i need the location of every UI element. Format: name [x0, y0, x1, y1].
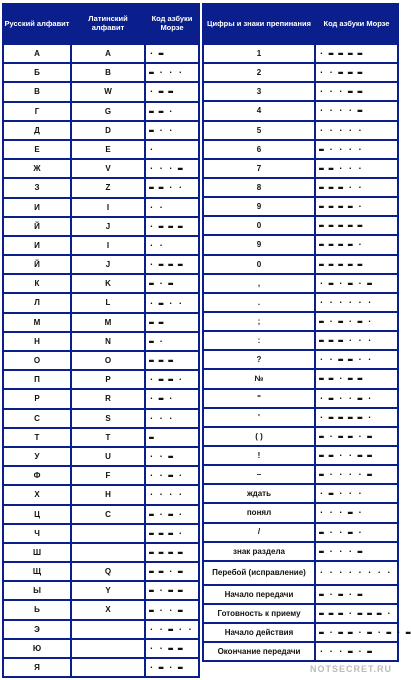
morse-code: ▬ ▬ ▬ · ·	[315, 178, 398, 197]
morse-code: ▬ ▬ · · ▬ ▬	[315, 446, 398, 465]
latin-letter: E	[71, 140, 145, 159]
morse-code: ▬ · ▬	[145, 274, 199, 293]
symbol: 0	[203, 216, 315, 235]
symbol: 7	[203, 159, 315, 178]
morse-code: ▬ · ▬ ▬ · ▬	[315, 427, 398, 446]
morse-code: ▬ · · · · ▬	[315, 465, 398, 484]
latin-letter: G	[71, 102, 145, 121]
table-row	[3, 44, 199, 63]
table-row	[3, 543, 199, 562]
morse-alphabet-table	[2, 3, 200, 678]
latin-letter: M	[71, 313, 145, 332]
morse-code: ▬ ▬ ▬ ·	[145, 524, 199, 543]
russian-letter: И	[3, 198, 71, 217]
table-row	[203, 255, 398, 274]
table-row	[203, 446, 398, 465]
morse-code: · ▬ ▬ ▬ ▬ ·	[315, 408, 398, 427]
symbol: Начало передачи	[203, 585, 315, 604]
morse-code: · · · ▬ · ▬	[315, 642, 398, 661]
morse-code: · ▬ · ·	[145, 293, 199, 312]
russian-letter: У	[3, 447, 71, 466]
symbol: .	[203, 293, 315, 312]
russian-letter: Б	[3, 63, 71, 82]
table-row	[203, 82, 398, 101]
symbol: "	[203, 389, 315, 408]
russian-letter: А	[3, 44, 71, 63]
russian-letter: И	[3, 236, 71, 255]
table-row	[203, 121, 398, 140]
latin-letter: D	[71, 121, 145, 140]
morse-code: · ▬ · ▬	[145, 658, 199, 677]
russian-letter: К	[3, 274, 71, 293]
table-row	[203, 503, 398, 522]
morse-code: ▬ ▬ ▬ ▬ ▬	[315, 255, 398, 274]
watermark: NOTSECRET.RU	[309, 664, 392, 674]
symbol: 6	[203, 140, 315, 159]
table-row	[3, 121, 199, 140]
table-row	[3, 447, 199, 466]
morse-code: · · · ▬	[145, 159, 199, 178]
morse-code: ▬ ▬ ▬ · ▬ ▬ ▬ ·	[315, 604, 398, 623]
latin-letter: Z	[71, 178, 145, 197]
morse-code: · · ▬ ▬ · ·	[315, 350, 398, 369]
table-row	[3, 159, 199, 178]
morse-code: · · ▬ ·	[145, 466, 199, 485]
russian-letter: Ь	[3, 600, 71, 619]
morse-code: ▬ ▬ · · ·	[315, 159, 398, 178]
morse-code: · · · · · · · ·	[315, 561, 398, 585]
russian-letter: Щ	[3, 562, 71, 581]
latin-letter: B	[71, 63, 145, 82]
table-row	[203, 178, 398, 197]
morse-code: · ▬ ▬	[145, 82, 199, 101]
latin-letter: C	[71, 505, 145, 524]
latin-letter	[71, 524, 145, 543]
morse-code: · · · · ·	[315, 121, 398, 140]
symbol: ;	[203, 312, 315, 331]
table-row	[3, 600, 199, 619]
symbol: 5	[203, 121, 315, 140]
symbol: :	[203, 331, 315, 350]
table-row	[3, 485, 199, 504]
morse-code: ▬ ▬	[145, 313, 199, 332]
symbol: 2	[203, 63, 315, 82]
latin-letter: F	[71, 466, 145, 485]
russian-letter: Р	[3, 389, 71, 408]
table-row	[203, 408, 398, 427]
morse-code: · ▬	[145, 44, 199, 63]
table-row	[3, 581, 199, 600]
morse-code: ▬ ▬ ▬	[145, 351, 199, 370]
table-row	[203, 623, 398, 642]
table-row	[3, 236, 199, 255]
morse-code: ▬ · ▬ ▬ · ▬ · ▬ · ▬	[315, 623, 398, 642]
latin-letter: P	[71, 370, 145, 389]
morse-code: ▬	[145, 428, 199, 447]
morse-code: · ▬ ▬ ▬	[145, 217, 199, 236]
table-row	[3, 217, 199, 236]
morse-code: · ▬ ·	[145, 389, 199, 408]
symbol: 8	[203, 178, 315, 197]
morse-code: · ▬ · · ▬ ·	[315, 389, 398, 408]
latin-letter	[71, 620, 145, 639]
table-row	[203, 604, 398, 623]
russian-letter: Й	[3, 255, 71, 274]
table-row	[203, 197, 398, 216]
morse-code: · ▬ ▬ ▬ ▬	[315, 44, 398, 63]
table-row	[203, 523, 398, 542]
russian-letter: М	[3, 313, 71, 332]
table-row	[3, 178, 199, 197]
morse-code: · · · · ▬	[315, 101, 398, 120]
symbol: 9	[203, 235, 315, 254]
morse-code: · · ▬	[145, 447, 199, 466]
russian-letter: З	[3, 178, 71, 197]
morse-code: · ·	[145, 236, 199, 255]
latin-letter: U	[71, 447, 145, 466]
table-row	[3, 140, 199, 159]
table-row	[203, 274, 398, 293]
symbol: '	[203, 408, 315, 427]
table-row	[203, 642, 398, 661]
table-row	[3, 332, 199, 351]
morse-code: ▬ · ▬ ▬	[145, 581, 199, 600]
latin-letter: N	[71, 332, 145, 351]
morse-code: ·	[145, 140, 199, 159]
morse-code: ▬ · ▬ ·	[145, 505, 199, 524]
symbol: Перебой (исправление)	[203, 561, 315, 585]
table-row	[3, 351, 199, 370]
table-row	[3, 466, 199, 485]
symbol: 9	[203, 197, 315, 216]
table-row	[3, 658, 199, 677]
russian-letter: Т	[3, 428, 71, 447]
morse-code: · ▬ ▬ ·	[145, 370, 199, 389]
table-row	[203, 159, 398, 178]
morse-code: ▬ ▬ ▬ ▬ ▬	[315, 216, 398, 235]
russian-letter: П	[3, 370, 71, 389]
russian-letter: С	[3, 409, 71, 428]
table-row	[3, 313, 199, 332]
symbol: ?	[203, 350, 315, 369]
table-row	[203, 585, 398, 604]
russian-letter: Э	[3, 620, 71, 639]
latin-letter: H	[71, 485, 145, 504]
symbol: Окончание передачи	[203, 642, 315, 661]
table-row	[203, 484, 398, 503]
russian-letter: Ю	[3, 639, 71, 658]
latin-letter: X	[71, 600, 145, 619]
table-row	[3, 102, 199, 121]
morse-code: ▬ ▬ ▬ ▬ ·	[315, 235, 398, 254]
morse-code: · · · ▬ ·	[315, 503, 398, 522]
table-row	[3, 409, 199, 428]
table-row	[203, 140, 398, 159]
morse-code: ▬ ·	[145, 332, 199, 351]
symbol: Готовность к приему	[203, 604, 315, 623]
latin-letter: I	[71, 198, 145, 217]
russian-letter: Е	[3, 140, 71, 159]
header-row	[3, 4, 199, 44]
morse-code: ▬ ▬ · ▬ ▬	[315, 369, 398, 388]
header-morse: Код азбуки Морзе	[145, 4, 199, 44]
russian-letter: Н	[3, 332, 71, 351]
table-row	[203, 331, 398, 350]
table-row	[203, 350, 398, 369]
table-row	[203, 542, 398, 561]
table-row	[3, 620, 199, 639]
latin-letter: R	[71, 389, 145, 408]
symbol: знак раздела	[203, 542, 315, 561]
morse-code: · ▬ · · ·	[315, 484, 398, 503]
russian-letter: Л	[3, 293, 71, 312]
latin-letter: V	[71, 159, 145, 178]
latin-letter: J	[71, 255, 145, 274]
symbol: 1	[203, 44, 315, 63]
morse-code: · ·	[145, 198, 199, 217]
morse-code: ▬ · ▬ · ▬ ·	[315, 312, 398, 331]
morse-code: ▬ ▬ ▬ · · ·	[315, 331, 398, 350]
morse-code: ▬ · ·	[145, 121, 199, 140]
russian-letter: Д	[3, 121, 71, 140]
morse-code: · ▬ · ▬ · ▬	[315, 274, 398, 293]
table-row	[3, 428, 199, 447]
morse-code: · · ·	[145, 409, 199, 428]
latin-letter: Y	[71, 581, 145, 600]
header-symbols: Цифры и знаки препинания	[203, 4, 315, 44]
russian-letter: Й	[3, 217, 71, 236]
morse-code: · · · · · ·	[315, 293, 398, 312]
table-row	[3, 255, 199, 274]
symbol: ,	[203, 274, 315, 293]
russian-letter: Х	[3, 485, 71, 504]
morse-code: · · · ·	[145, 485, 199, 504]
symbol: !	[203, 446, 315, 465]
latin-letter: S	[71, 409, 145, 428]
table-row	[203, 561, 398, 585]
table-row	[3, 562, 199, 581]
symbol: ждать	[203, 484, 315, 503]
table-row	[3, 274, 199, 293]
latin-letter: T	[71, 428, 145, 447]
morse-code: ▬ · · ▬ ·	[315, 523, 398, 542]
table-row	[203, 293, 398, 312]
symbol: ( )	[203, 427, 315, 446]
latin-letter: K	[71, 274, 145, 293]
table-row	[3, 198, 199, 217]
russian-letter: Ш	[3, 543, 71, 562]
latin-letter	[71, 658, 145, 677]
russian-letter: Ц	[3, 505, 71, 524]
symbol: 3	[203, 82, 315, 101]
table-row	[203, 44, 398, 63]
table-row	[203, 101, 398, 120]
table-row	[203, 369, 398, 388]
morse-code: · ▬ ▬ ▬	[145, 255, 199, 274]
header-morse: Код азбуки Морзе	[315, 4, 398, 44]
table-row	[203, 235, 398, 254]
morse-code: ▬ ▬ ▬ ▬ ·	[315, 197, 398, 216]
latin-letter: A	[71, 44, 145, 63]
latin-letter: W	[71, 82, 145, 101]
table-row	[203, 389, 398, 408]
morse-code: ▬ ▬ · ▬	[145, 562, 199, 581]
russian-letter: Ф	[3, 466, 71, 485]
latin-letter: O	[71, 351, 145, 370]
latin-letter	[71, 639, 145, 658]
table-row	[3, 505, 199, 524]
russian-letter: Ы	[3, 581, 71, 600]
table-row	[3, 293, 199, 312]
table-row	[3, 389, 199, 408]
table-row	[3, 370, 199, 389]
morse-code: ▬ ▬ ▬ ▬	[145, 543, 199, 562]
morse-code: ▬ · · ▬	[145, 600, 199, 619]
table-row	[203, 465, 398, 484]
morse-code: · · · ▬ ▬	[315, 82, 398, 101]
header-row	[203, 4, 398, 44]
morse-code: ▬ · · · ▬	[315, 542, 398, 561]
symbol: 4	[203, 101, 315, 120]
morse-code: ▬ ▬ · ·	[145, 178, 199, 197]
table-row	[203, 312, 398, 331]
morse-code: ▬ · ▬ · ▬	[315, 585, 398, 604]
latin-letter: J	[71, 217, 145, 236]
morse-digits-table	[202, 3, 411, 662]
russian-letter: Я	[3, 658, 71, 677]
header-latin: Латинский алфавит	[71, 4, 145, 44]
table-row	[203, 63, 398, 82]
symbol: Начало действия	[203, 623, 315, 642]
morse-code: · · ▬ ▬	[145, 639, 199, 658]
table-row	[3, 639, 199, 658]
symbol: №	[203, 369, 315, 388]
symbol: понял	[203, 503, 315, 522]
table-row	[203, 427, 398, 446]
latin-letter: Q	[71, 562, 145, 581]
table-row	[3, 82, 199, 101]
symbol: /	[203, 523, 315, 542]
morse-code: ▬ · · · ·	[315, 140, 398, 159]
symbol: –	[203, 465, 315, 484]
header-russian: Русский алфавит	[3, 4, 71, 44]
russian-letter: О	[3, 351, 71, 370]
table-row	[203, 216, 398, 235]
morse-code: ▬ ▬ ·	[145, 102, 199, 121]
morse-code: ▬ · · ·	[145, 63, 199, 82]
table-row	[3, 524, 199, 543]
latin-letter: L	[71, 293, 145, 312]
russian-letter: В	[3, 82, 71, 101]
russian-letter: Ж	[3, 159, 71, 178]
symbol: 0	[203, 255, 315, 274]
russian-letter: Ч	[3, 524, 71, 543]
morse-code: · · ▬ · ·	[145, 620, 199, 639]
latin-letter: I	[71, 236, 145, 255]
russian-letter: Г	[3, 102, 71, 121]
morse-code: · · ▬ ▬ ▬	[315, 63, 398, 82]
latin-letter	[71, 543, 145, 562]
table-row	[3, 63, 199, 82]
